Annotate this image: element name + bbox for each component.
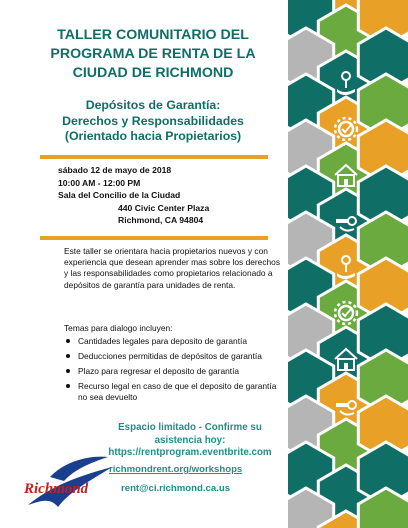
list-item bbox=[64, 336, 286, 347]
email-link[interactable]: rent@ci.richmond.ca.us bbox=[121, 483, 231, 494]
logo-text: Richmond bbox=[24, 481, 89, 497]
page-title bbox=[30, 26, 276, 83]
divider-top bbox=[40, 155, 268, 159]
topics-heading: Temas para dialogo incluyen: bbox=[64, 323, 173, 333]
topic-text: Deducciones permitidas de depósitos de garantía bbox=[78, 351, 262, 361]
list-item bbox=[64, 366, 286, 377]
event-date: sábado 12 de mayo de 2018 bbox=[58, 165, 172, 175]
eventbrite-link[interactable]: https://rentprogram.eventbrite.com bbox=[108, 447, 272, 458]
bullet-icon bbox=[66, 354, 70, 358]
title-line: TALLER COMUNITARIO DEL bbox=[57, 27, 249, 43]
list-item bbox=[64, 351, 286, 362]
topic-text: Recurso legal en caso de que el deposito de garantía no sea devuelto bbox=[78, 381, 277, 402]
richmond-logo bbox=[20, 447, 118, 519]
bullet-icon bbox=[66, 384, 70, 388]
event-address-line1: 440 Civic Center Plaza bbox=[118, 202, 210, 213]
workshop-description: Este taller se orientara hacia propietarios nuevos y con experiencia que desean aprender mas sobre los derechos y las responsabilidades como propietarios relacionado a depósitos de garantía para unidades de renta. bbox=[64, 246, 281, 290]
topic-text: Cantidades legales para deposito de garantía bbox=[78, 336, 248, 346]
bullet-icon bbox=[66, 339, 70, 343]
topic-text: Plazo para regresar el deposito de garantía bbox=[78, 366, 240, 376]
event-details bbox=[58, 164, 268, 227]
subtitle-line: (Orientado hacia Propietarios) bbox=[64, 129, 242, 143]
workshop-subtitle bbox=[30, 98, 276, 145]
title-line: CIUDAD DE RICHMOND bbox=[72, 65, 234, 81]
subtitle-line: Depósitos de Garantía: bbox=[85, 98, 221, 112]
event-address-line2: Richmond, CA 94804 bbox=[118, 215, 204, 226]
event-venue: Sala del Concilio de la Ciudad bbox=[58, 190, 181, 201]
bullet-icon bbox=[66, 369, 70, 373]
website-link[interactable]: richmondrent.org/workshops bbox=[109, 464, 243, 475]
rsvp-callout bbox=[90, 422, 290, 460]
list-item bbox=[64, 381, 286, 403]
cta-line: asistencia hoy: bbox=[154, 434, 226, 446]
topics-list bbox=[64, 336, 286, 407]
divider-bottom bbox=[40, 236, 268, 240]
subtitle-line: Derechos y Responsabilidades bbox=[62, 113, 244, 128]
hexagon-pattern bbox=[288, 0, 408, 528]
title-line: PROGRAMA DE RENTA DE LA bbox=[50, 46, 256, 62]
event-time: 10:00 AM - 12:00 PM bbox=[58, 177, 141, 188]
cta-line: Espacio limitado - Confirme su bbox=[118, 422, 262, 433]
